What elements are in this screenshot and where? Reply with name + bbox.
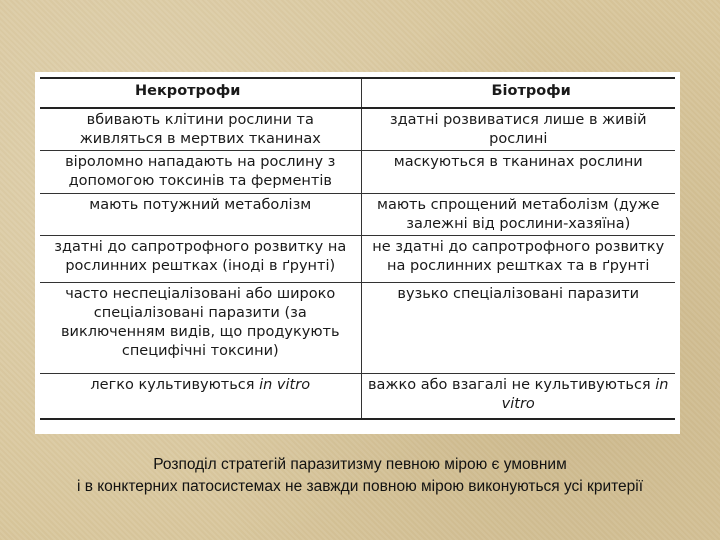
cell-text: легко культивуються bbox=[90, 376, 260, 393]
table-row bbox=[40, 282, 675, 373]
necrotroph-cell: мають потужний метаболізм bbox=[40, 193, 361, 235]
header-biotrophs: Біотрофи bbox=[361, 78, 675, 108]
caption-line-1: Розподіл стратегій паразитизму певною мірою є умовним bbox=[153, 456, 567, 473]
biotroph-cell: мають спрощений метаболізм (дуже залежні від рослини-хазяїна) bbox=[361, 193, 675, 235]
necrotroph-cell bbox=[40, 373, 361, 419]
in-vitro-term: in vitro bbox=[501, 376, 669, 412]
table-row bbox=[40, 235, 675, 282]
table-header-row bbox=[40, 78, 675, 108]
header-necrotrophs: Некротрофи bbox=[40, 78, 361, 108]
table-row bbox=[40, 373, 675, 419]
necrotroph-cell: вбивають клітини рослини та живляться в мертвих тканинах bbox=[40, 108, 361, 150]
comparison-panel bbox=[35, 72, 680, 434]
table-row bbox=[40, 108, 675, 150]
biotroph-cell: не здатні до сапротрофного розвитку на рослинних рештках та в ґрунті bbox=[361, 235, 675, 282]
necrotroph-cell: віроломно нападають на рослину з допомогою токсинів та ферментів bbox=[40, 150, 361, 193]
necrotroph-cell: часто неспеціалізовані або широко спеціалізовані паразити (за виключенням видів, що продукують специфічні токсини) bbox=[40, 282, 361, 373]
comparison-table bbox=[40, 77, 675, 420]
caption-line-2: і в конктерних патосистемах не завжди повною мірою виконуються усі критерії bbox=[76, 478, 644, 495]
necrotroph-cell: здатні до сапротрофного розвитку на рослинних рештках (іноді в ґрунті) bbox=[40, 235, 361, 282]
biotroph-cell bbox=[361, 373, 675, 419]
slide-caption bbox=[0, 454, 720, 498]
biotroph-cell: вузько спеціалізовані паразити bbox=[361, 282, 675, 373]
table-row bbox=[40, 150, 675, 193]
biotroph-cell: здатні розвиватися лише в живій рослині bbox=[361, 108, 675, 150]
in-vitro-term: in vitro bbox=[259, 376, 311, 393]
biotroph-cell: маскуються в тканинах рослини bbox=[361, 150, 675, 193]
table-row bbox=[40, 193, 675, 235]
cell-text: важко або взагалі не культивуються bbox=[368, 376, 656, 393]
